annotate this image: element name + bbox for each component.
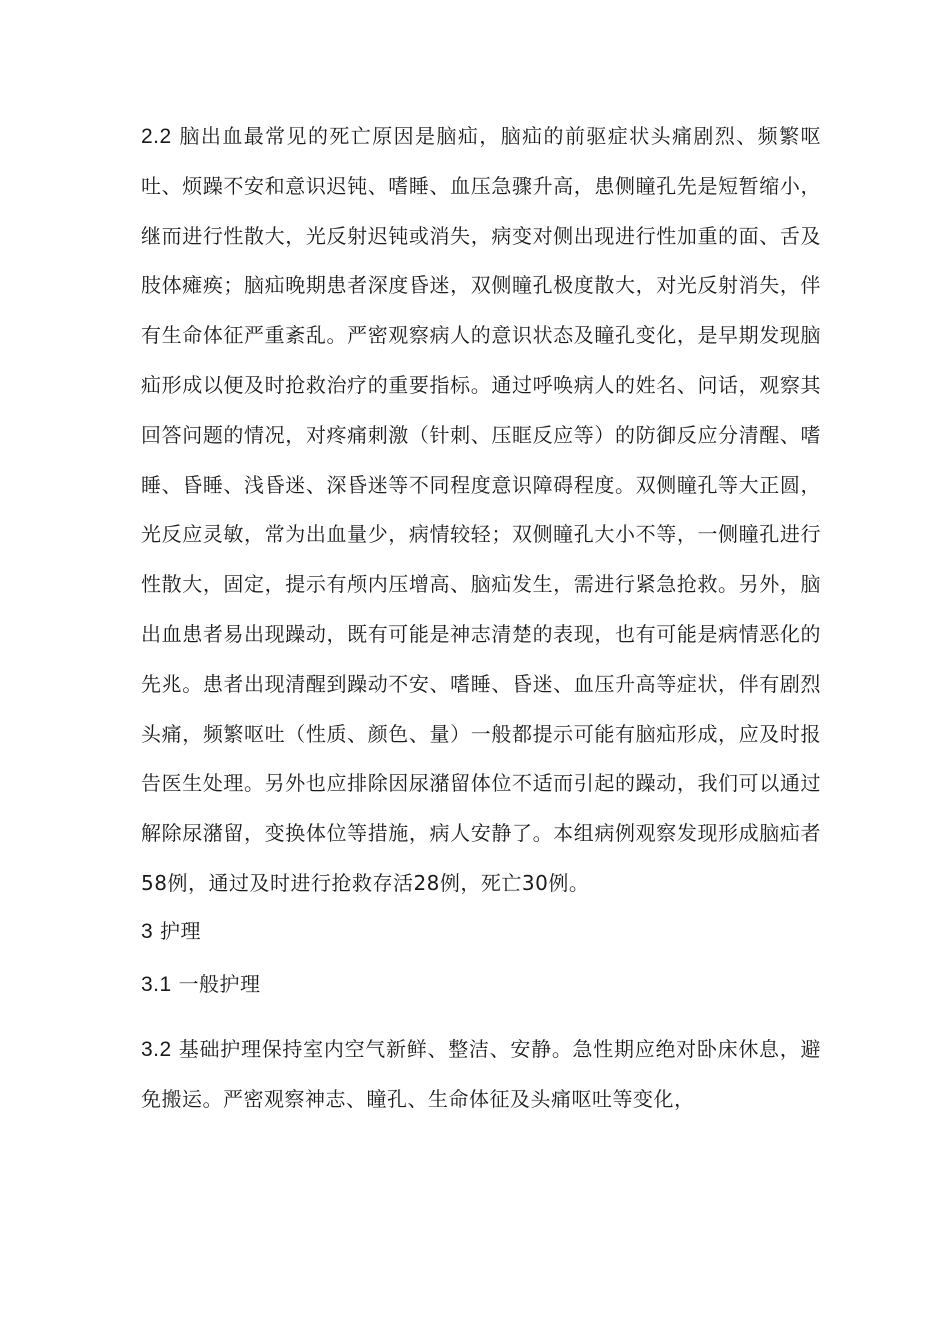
heading-text: 护理 [160, 919, 202, 943]
section-number: 3 [141, 920, 154, 943]
paragraph-text: 基础护理保持室内空气新鲜、整洁、安静。急性期应绝对卧床休息，避免搬运。严密观察神志、瞳孔、生命体征及头痛呕吐等变化， [141, 1037, 822, 1111]
section-2-2-paragraph [141, 112, 821, 909]
section-3-2-paragraph [141, 1025, 821, 1125]
section-number: 3.2 [141, 1038, 172, 1061]
section-3-heading [141, 907, 821, 957]
section-number: 3.1 [141, 973, 172, 996]
paragraph-text: 脑出血最常见的死亡原因是脑疝，脑疝的前驱症状头痛剧烈、频繁呕吐、烦躁不安和意识迟钝、嗜睡、血压急骤升高，患侧瞳孔先是短暂缩小，继而进行性散大，光反射迟钝或消失，病变对侧出现进行性加重的面、舌及肢体瘫痪；脑疝晚期患者深度昏迷，双侧瞳孔极度散大，对光反射消失，伴有生命体征严重紊乱。严密观察病人的意识状态及瞳孔变化，是早期发现脑疝形成以便及时抢救治疗的重要指标。通过呼唤病人的姓名、问话，观察其回答问题的情况，对疼痛刺激（针刺、压眶反应等）的防御反应分清醒、嗜睡、昏睡、浅昏迷、深昏迷等不同程度意识障碍程度。双侧瞳孔等大正圆，光反应灵敏，常为出血量少，病情较轻；双侧瞳孔大小不等，一侧瞳孔进行性散大，固定，提示有颅内压增高、脑疝发生，需进行紧急抢救。另外，脑出血患者易出现躁动，既有可能是神志清楚的表现，也有可能是病情恶化的先兆。患者出现清醒到躁动不安、嗜睡、昏迷、血压升高等症状，伴有剧烈头痛，频繁呕吐（性质、颜色、量）一般都提示可能有脑疝形成，应及时报告医生处理。另外也应排除因尿潴留体位不适而引起的躁动，我们可以通过解除尿潴留，变换体位等措施，病人安静了。本组病例观察发现形成脑疝者58例，通过及时进行抢救存活28例，死亡30例。 [141, 124, 822, 895]
section-3-1-heading [141, 960, 821, 1010]
heading-text: 一般护理 [178, 972, 261, 996]
section-number: 2.2 [141, 125, 172, 148]
